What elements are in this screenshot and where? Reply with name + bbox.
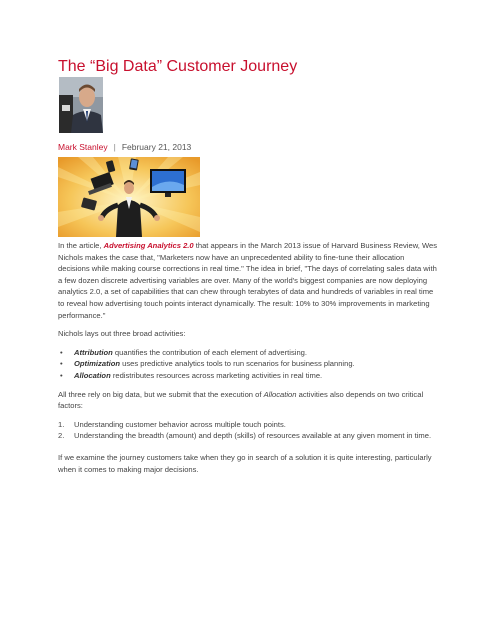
article-body — [58, 240, 438, 482]
list-item — [58, 358, 438, 370]
term-allocation: Allocation — [74, 370, 111, 380]
tv-monitor-icon — [150, 169, 186, 197]
list-item — [58, 419, 438, 431]
term-attribution: Attribution — [74, 347, 113, 357]
list-number: 1. — [58, 419, 65, 429]
factors-text-start: All three rely on big data, but we submit that the execution of — [58, 389, 264, 399]
author-photo — [59, 77, 103, 133]
paragraph-journey: If we examine the journey customers take when they go in search of a solution it is quite interesting, particularly when it comes to making major decisions. — [58, 452, 432, 474]
byline-separator: | — [113, 142, 116, 152]
byline — [58, 142, 191, 152]
list-number: 2. — [58, 431, 65, 441]
article-link[interactable]: Advertising Analytics 2.0 — [103, 241, 194, 250]
list-item-text: redistributes resources across marketing activities in real time. — [110, 370, 323, 380]
list-item-text: Understanding the breadth (amount) and depth (skills) of resources available at any given moment in time. — [74, 431, 432, 441]
factors-list — [58, 419, 438, 442]
factors-text-rest: activities also depends on two critical factors: — [58, 389, 424, 411]
paragraph-intro — [58, 240, 438, 321]
list-item — [58, 430, 438, 442]
allocation-emphasis: Allocation — [263, 389, 297, 399]
list-item-text: quantifies the contribution of each element of advertising. — [112, 347, 307, 357]
intro-text-start: In the article, — [58, 241, 104, 250]
hero-illustration — [58, 157, 200, 237]
term-optimization: Optimization — [74, 359, 120, 369]
paragraph-critical-factors — [58, 389, 438, 412]
list-item — [58, 370, 438, 382]
hero-image — [58, 157, 200, 237]
list-item — [58, 347, 438, 359]
author-photo-image — [59, 77, 103, 133]
paragraph-activities-lead: Nichols lays out three broad activities: — [58, 329, 186, 339]
list-item-text: Understanding customer behavior across multiple touch points. — [74, 419, 286, 429]
publish-date: February 21, 2013 — [121, 142, 192, 152]
article-title: The “Big Data” Customer Journey — [58, 58, 298, 75]
list-item-text: uses predictive analytics tools to run scenarios for business planning. — [119, 359, 355, 369]
intro-text-rest: that appears in the March 2013 issue of Harvard Business Review, Wes Nichols makes the case that, "Marketers now have an unprecedented ability to fine-tune their allocation decisions while making course corrections in real time." The idea in brief, "The days of correlating sales data with a few dozen discrete advertising variables are over. Many of the world's biggest companies are now deploying analytics 2.0, a set of capabilities that can chew through terabytes of data and hundreds of variables in real time to reveal how advertising touch points interact dynamically. The result: 10% to 30% improvements in marketing performance." — [58, 241, 438, 320]
author-name[interactable]: Mark Stanley — [58, 142, 108, 152]
activities-list — [58, 347, 438, 382]
